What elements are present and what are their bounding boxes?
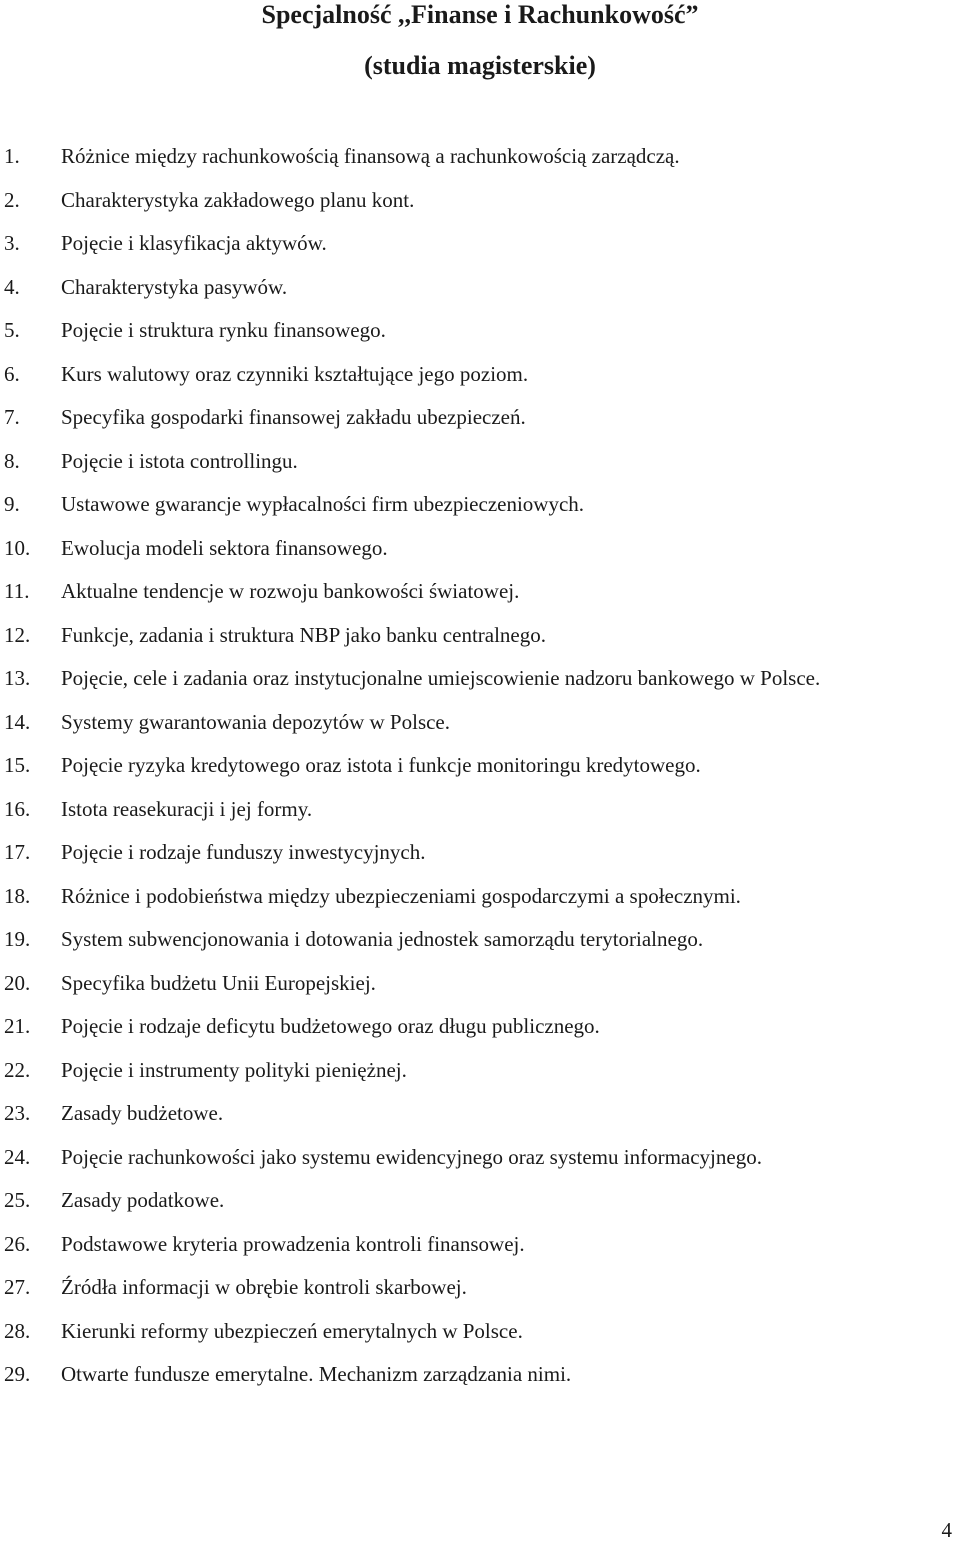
topic-item: [0, 483, 960, 527]
topic-number: 15.: [4, 753, 31, 777]
topic-number: 16.: [4, 796, 31, 821]
topic-item: [0, 527, 960, 571]
topic-item: [0, 1353, 960, 1397]
topic-text: Pojęcie, cele i zadania oraz instytucjonalne umiejscowienie nadzoru bankowego w Polsce.: [61, 666, 821, 690]
topic-number: 11.: [4, 579, 30, 603]
topic-text: Źródła informacji w obrębie kontroli skarbowej.: [61, 1275, 467, 1299]
topic-text: Otwarte fundusze emerytalne. Mechanizm zarządzania nimi.: [61, 1362, 572, 1386]
topic-text: System subwencjonowania i dotowania jednostek samorządu terytorialnego.: [61, 927, 704, 951]
topic-item: [0, 875, 960, 919]
topic-item: [0, 701, 960, 745]
topic-text: Zasady podatkowe.: [61, 1188, 225, 1212]
topic-number: 20.: [4, 970, 31, 995]
topic-number: 17.: [4, 840, 31, 864]
topic-number: 3.: [4, 231, 20, 255]
topic-item: [0, 1179, 960, 1223]
topic-text: Pojęcie i rodzaje deficytu budżetowego oraz długu publicznego.: [61, 1014, 600, 1038]
topic-text: Pojęcie i struktura rynku finansowego.: [61, 318, 386, 342]
topic-number: 18.: [4, 883, 31, 908]
topic-number: 5.: [4, 318, 20, 342]
topic-number: 21.: [4, 1014, 31, 1038]
topic-text: Pojęcie i rodzaje funduszy inwestycyjnych.: [61, 840, 426, 864]
topic-number: 25.: [4, 1188, 31, 1212]
topic-number: 9.: [4, 492, 20, 516]
topic-number: 22.: [4, 1057, 31, 1082]
topic-item: [0, 918, 960, 962]
topic-text: Specyfika gospodarki finansowej zakładu ubezpieczeń.: [61, 405, 526, 429]
topic-item: [0, 309, 960, 353]
topic-number: 1.: [4, 144, 20, 168]
topic-item: [0, 657, 960, 701]
topic-number: 23.: [4, 1101, 31, 1125]
topic-number: 19.: [4, 927, 31, 951]
topic-number: 12.: [4, 622, 31, 647]
topic-item: [0, 396, 960, 440]
topic-item: [0, 179, 960, 223]
topic-item: [0, 135, 960, 179]
topic-item: [0, 1136, 960, 1180]
topic-item: [0, 440, 960, 484]
topic-number: 27.: [4, 1275, 31, 1299]
topic-item: [0, 1266, 960, 1310]
topic-text: Specyfika budżetu Unii Europejskiej.: [61, 970, 376, 995]
topic-number: 24.: [4, 1144, 31, 1169]
topic-text: Podstawowe kryteria prowadzenia kontroli finansowej.: [61, 1231, 525, 1256]
topic-number: 8.: [4, 448, 20, 473]
topic-item: [0, 962, 960, 1006]
topic-number: 26.: [4, 1231, 31, 1256]
topic-number: 7.: [4, 405, 20, 429]
topic-number: 29.: [4, 1362, 31, 1386]
topic-item: [0, 266, 960, 310]
topic-text: Kierunki reformy ubezpieczeń emerytalnych w Polsce.: [61, 1318, 523, 1343]
topic-text: Ewolucja modeli sektora finansowego.: [61, 535, 388, 560]
page-subtitle: (studia magisterskie): [364, 51, 596, 80]
topic-item: [0, 1223, 960, 1267]
topic-text: Zasady budżetowe.: [61, 1101, 224, 1125]
topic-text: Różnice między rachunkowością finansową a rachunkowością zarządczą.: [61, 144, 680, 168]
topic-text: Kurs walutowy oraz czynniki kształtujące jego poziom.: [61, 361, 529, 386]
topic-item: [0, 1005, 960, 1049]
topic-item: [0, 788, 960, 832]
topic-text: Pojęcie i klasyfikacja aktywów.: [61, 231, 327, 255]
page-title: Specjalność ,,Finanse i Rachunkowość”: [261, 0, 699, 29]
topic-text: Pojęcie rachunkowości jako systemu ewidencyjnego oraz systemu informacyjnego.: [61, 1144, 762, 1169]
topic-text: Aktualne tendencje w rozwoju bankowości światowej.: [61, 579, 520, 603]
topic-number: 10.: [4, 535, 31, 560]
topic-item: [0, 353, 960, 397]
topic-item: [0, 1092, 960, 1136]
topic-number: 4.: [4, 274, 20, 299]
topic-text: Pojęcie ryzyka kredytowego oraz istota i funkcje monitoringu kredytowego.: [61, 753, 701, 777]
topic-item: [0, 570, 960, 614]
topic-text: Systemy gwarantowania depozytów w Polsce.: [61, 709, 451, 734]
exam-topic-list: [0, 135, 960, 1397]
topic-item: [0, 1049, 960, 1093]
topic-item: [0, 1310, 960, 1354]
topic-number: 6.: [4, 361, 20, 386]
topic-item: [0, 222, 960, 266]
topic-item: [0, 831, 960, 875]
topic-text: Pojęcie i instrumenty polityki pieniężnej.: [61, 1057, 407, 1082]
topic-number: 28.: [4, 1318, 31, 1343]
topic-text: Pojęcie i istota controllingu.: [61, 448, 298, 473]
page-number: 4: [941, 1518, 952, 1542]
topic-text: Funkcje, zadania i struktura NBP jako banku centralnego.: [61, 622, 546, 647]
topic-number: 13.: [4, 666, 31, 690]
topic-text: Istota reasekuracji i jej formy.: [61, 796, 313, 821]
topic-item: [0, 744, 960, 788]
topic-text: Ustawowe gwarancje wypłacalności firm ubezpieczeniowych.: [61, 492, 585, 516]
topic-text: Różnice i podobieństwa między ubezpieczeniami gospodarczymi a społecznymi.: [61, 883, 741, 908]
topic-number: 14.: [4, 709, 31, 734]
topic-number: 2.: [4, 187, 20, 212]
topic-item: [0, 614, 960, 658]
topic-text: Charakterystyka pasywów.: [61, 274, 288, 299]
topic-text: Charakterystyka zakładowego planu kont.: [61, 187, 415, 212]
